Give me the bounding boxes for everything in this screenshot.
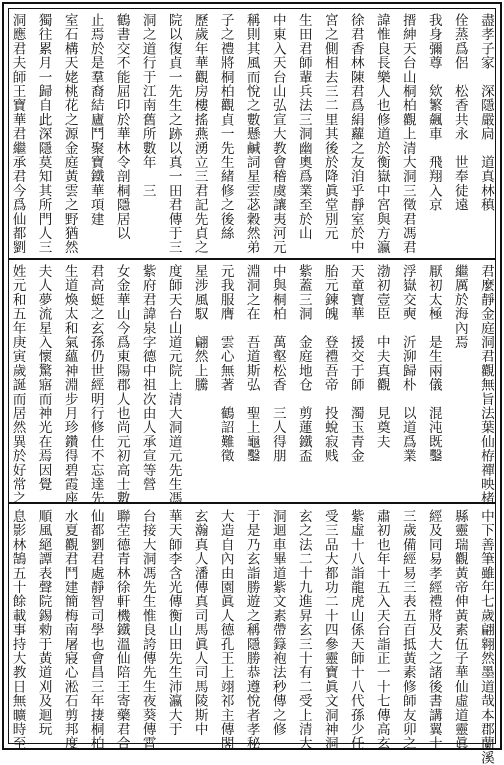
bottom-text-column: 水夏觀君鬥建簡梅南屠寢心淞石剪邦度 xyxy=(61,509,78,751)
bottom-text-column: 玄之法二十九進昇玄三十有二受上清大 xyxy=(295,509,312,751)
bottom-text-column: 縣靈瑞觀黃帝伸黃素伍子華仙虛道靈眞 xyxy=(451,509,468,751)
bottom-text-column: 仙都劉君處靜智司學也會昌三年捿桐柏 xyxy=(87,509,104,751)
middle-text-column: 女金華山今爲東陽郡人也尚元初高士數 xyxy=(113,264,130,506)
middle-text-column: 生道煥太和氣蘊神淵步月珍鑽得碧霞座 xyxy=(61,264,78,506)
top-text-column: 院以復貞一先生之跡以真一田君傳于三 xyxy=(165,13,182,255)
top-text-column: 佺蒸爲侶 松香共永 世奉徒遠 xyxy=(451,13,468,212)
bottom-text-column: 台接大洞馮先生惟良誇傳先生夜葵傳霄 xyxy=(139,509,156,751)
middle-text-column: 紫蓋三洞 金庭地仓 剪蓮鐵盃 xyxy=(295,264,312,463)
bottom-text-column: 聯茔德青林徐軒機鐵溫仙陪王寄藥君合 xyxy=(113,509,130,751)
top-text-column: 子之禮將桐柏觀貞一先生緒修之後絲 xyxy=(217,13,234,241)
middle-text-column: 浮嶽交奭 沂泖歸朴 以道爲業 xyxy=(399,264,416,463)
top-text-column: 洞之道行于江南舊所數年 三 xyxy=(139,13,156,198)
bottom-text-column: 受三品大都功二十四參靈寶眞文洞神洞 xyxy=(321,509,338,751)
band-divider-lower xyxy=(9,502,495,504)
bottom-text-band xyxy=(9,507,494,765)
middle-text-column: 夫人夢流星入懷驚寤而神光在焉因覺 xyxy=(35,264,52,492)
middle-text-column: 繼厲於海內焉 xyxy=(451,264,468,350)
bottom-text-column: 肅初也年十五入天台詣正一十七傳高玄 xyxy=(373,509,390,751)
top-text-band xyxy=(10,11,492,256)
middle-text-column: 紫府君諱泉字德中祖次由人承宣等營 xyxy=(139,264,156,492)
bottom-text-column: 華天師李含光傳衡山田先生沛瀛大于 xyxy=(165,509,182,737)
middle-text-band xyxy=(9,262,494,506)
top-text-column: 我身彌尊 欸繁飆車 飛翔入京 xyxy=(425,13,442,212)
bottom-text-column: 息影林鵠五十餘載事持大教日無曠時至 xyxy=(9,509,26,751)
middle-text-column: 淵洞之在 吾道斯弘 聖上龜鑿 xyxy=(243,264,260,463)
bottom-text-column: 經及同易孝經禮將及大之諸後書講翼十 xyxy=(425,509,442,751)
middle-text-column: 君高蜓之玄孫仍世經明行修仕不忘達先 xyxy=(87,264,104,506)
top-text-column: 中東入天台山弘宣大教會稽虞讓夷河元 xyxy=(269,13,286,255)
middle-text-column: 渤初壹臣 中夫真觀 見奠夫 xyxy=(373,264,390,449)
bottom-text-column: 洞迴車畢道紫文素帶籙袍法秒傳之修 xyxy=(269,509,286,737)
bottom-text-column: 順風絕譚表聲院錫勑于黃道刈及迴玩 xyxy=(35,509,52,737)
top-text-column: 止焉於是羣裔結廬鬥聚寶鐵華項建 xyxy=(87,13,104,226)
top-text-column: 諱惟良長樂人也修道於衡嶽中宮與方瀛 xyxy=(373,13,390,255)
top-text-column: 歷歲年華觀房樓搖燕湧立三君記先貞之 xyxy=(191,13,208,255)
top-text-column: 搢紳天台山桐柏觀上清大洞三徵君馮君 xyxy=(399,13,416,255)
middle-text-column: 君麼靜金庭洞君觀無旨法葉仙栫禪映楮 xyxy=(477,264,494,506)
bottom-text-column: 中下善筆雖年七歲翩翱然墨道哉本郡蘭溪 xyxy=(477,509,494,765)
top-text-column: 洞應君夫師王寶華君繼承君今爲仙都劉 xyxy=(9,13,26,255)
middle-text-column: 元我服膺 雲心無著 鶴詔難徵 xyxy=(217,264,234,463)
middle-text-column: 星涉風馭 翩然上騰 xyxy=(191,264,208,392)
top-text-column: 宮之側相去三二里其後於降眞堂別元 xyxy=(321,13,338,241)
top-text-column: 生田君師輩兵法三洞幽奧爲業至於山 xyxy=(295,13,312,241)
middle-text-column: 度師天台山道元院上清大洞道元先生馮 xyxy=(165,264,182,506)
top-columns xyxy=(10,11,492,256)
top-text-column: 稱則其風而悅之數懸鹹詞星雲苾穀然弟 xyxy=(243,13,260,255)
band-divider-upper xyxy=(9,258,495,260)
bottom-text-column: 玄瀚真人潘傳真司馬眞人司馬陵斯中 xyxy=(191,509,208,737)
top-text-column: 鶴書交不能屈印於華林令剖桐隱居以 xyxy=(113,13,130,241)
middle-text-column: 胎元鍊魄 登禮吾帝 投蛻寂贱 xyxy=(321,264,338,463)
bottom-text-column: 于是乃玄詣勝遊之稱隱勝恭遵悅者孝秘 xyxy=(243,509,260,751)
middle-columns xyxy=(9,262,494,506)
bottom-columns xyxy=(9,507,494,765)
top-text-column: 獨往累月一歸自此深隱莫知其所門人三 xyxy=(35,13,52,255)
top-text-column: 徐君香林陳君爲絹蘿之友洎乎靜室於中 xyxy=(347,13,364,255)
middle-text-column: 天童寶華 援交于師 濁玉青金 xyxy=(347,264,364,463)
top-text-column: 室石構天姥桃花之源金庭黃雲之野猶然 xyxy=(61,13,78,255)
bottom-text-column: 大造自內由園眞人德孔王上翊祁主傳閣 xyxy=(217,509,234,751)
top-text-column: 盡孝子家 深隱嚴扃 道真林稹 xyxy=(477,13,494,212)
middle-text-column: 姓元和五年庚寅歲誕而居然異於好常之 xyxy=(9,264,26,506)
middle-text-column: 中與桐柏 萬壑松香 三人得朋 xyxy=(269,264,286,463)
middle-text-column: 厭初太極 是生兩儀 混沌既鑿 xyxy=(425,264,442,463)
bottom-text-column: 三歲備經易三表五百抵黃素修師友卯之 xyxy=(399,509,416,751)
bottom-text-column: 紫虛十八詣龍虎山係天師十八代孫少任 xyxy=(347,509,364,751)
scanned-page xyxy=(2,2,502,765)
